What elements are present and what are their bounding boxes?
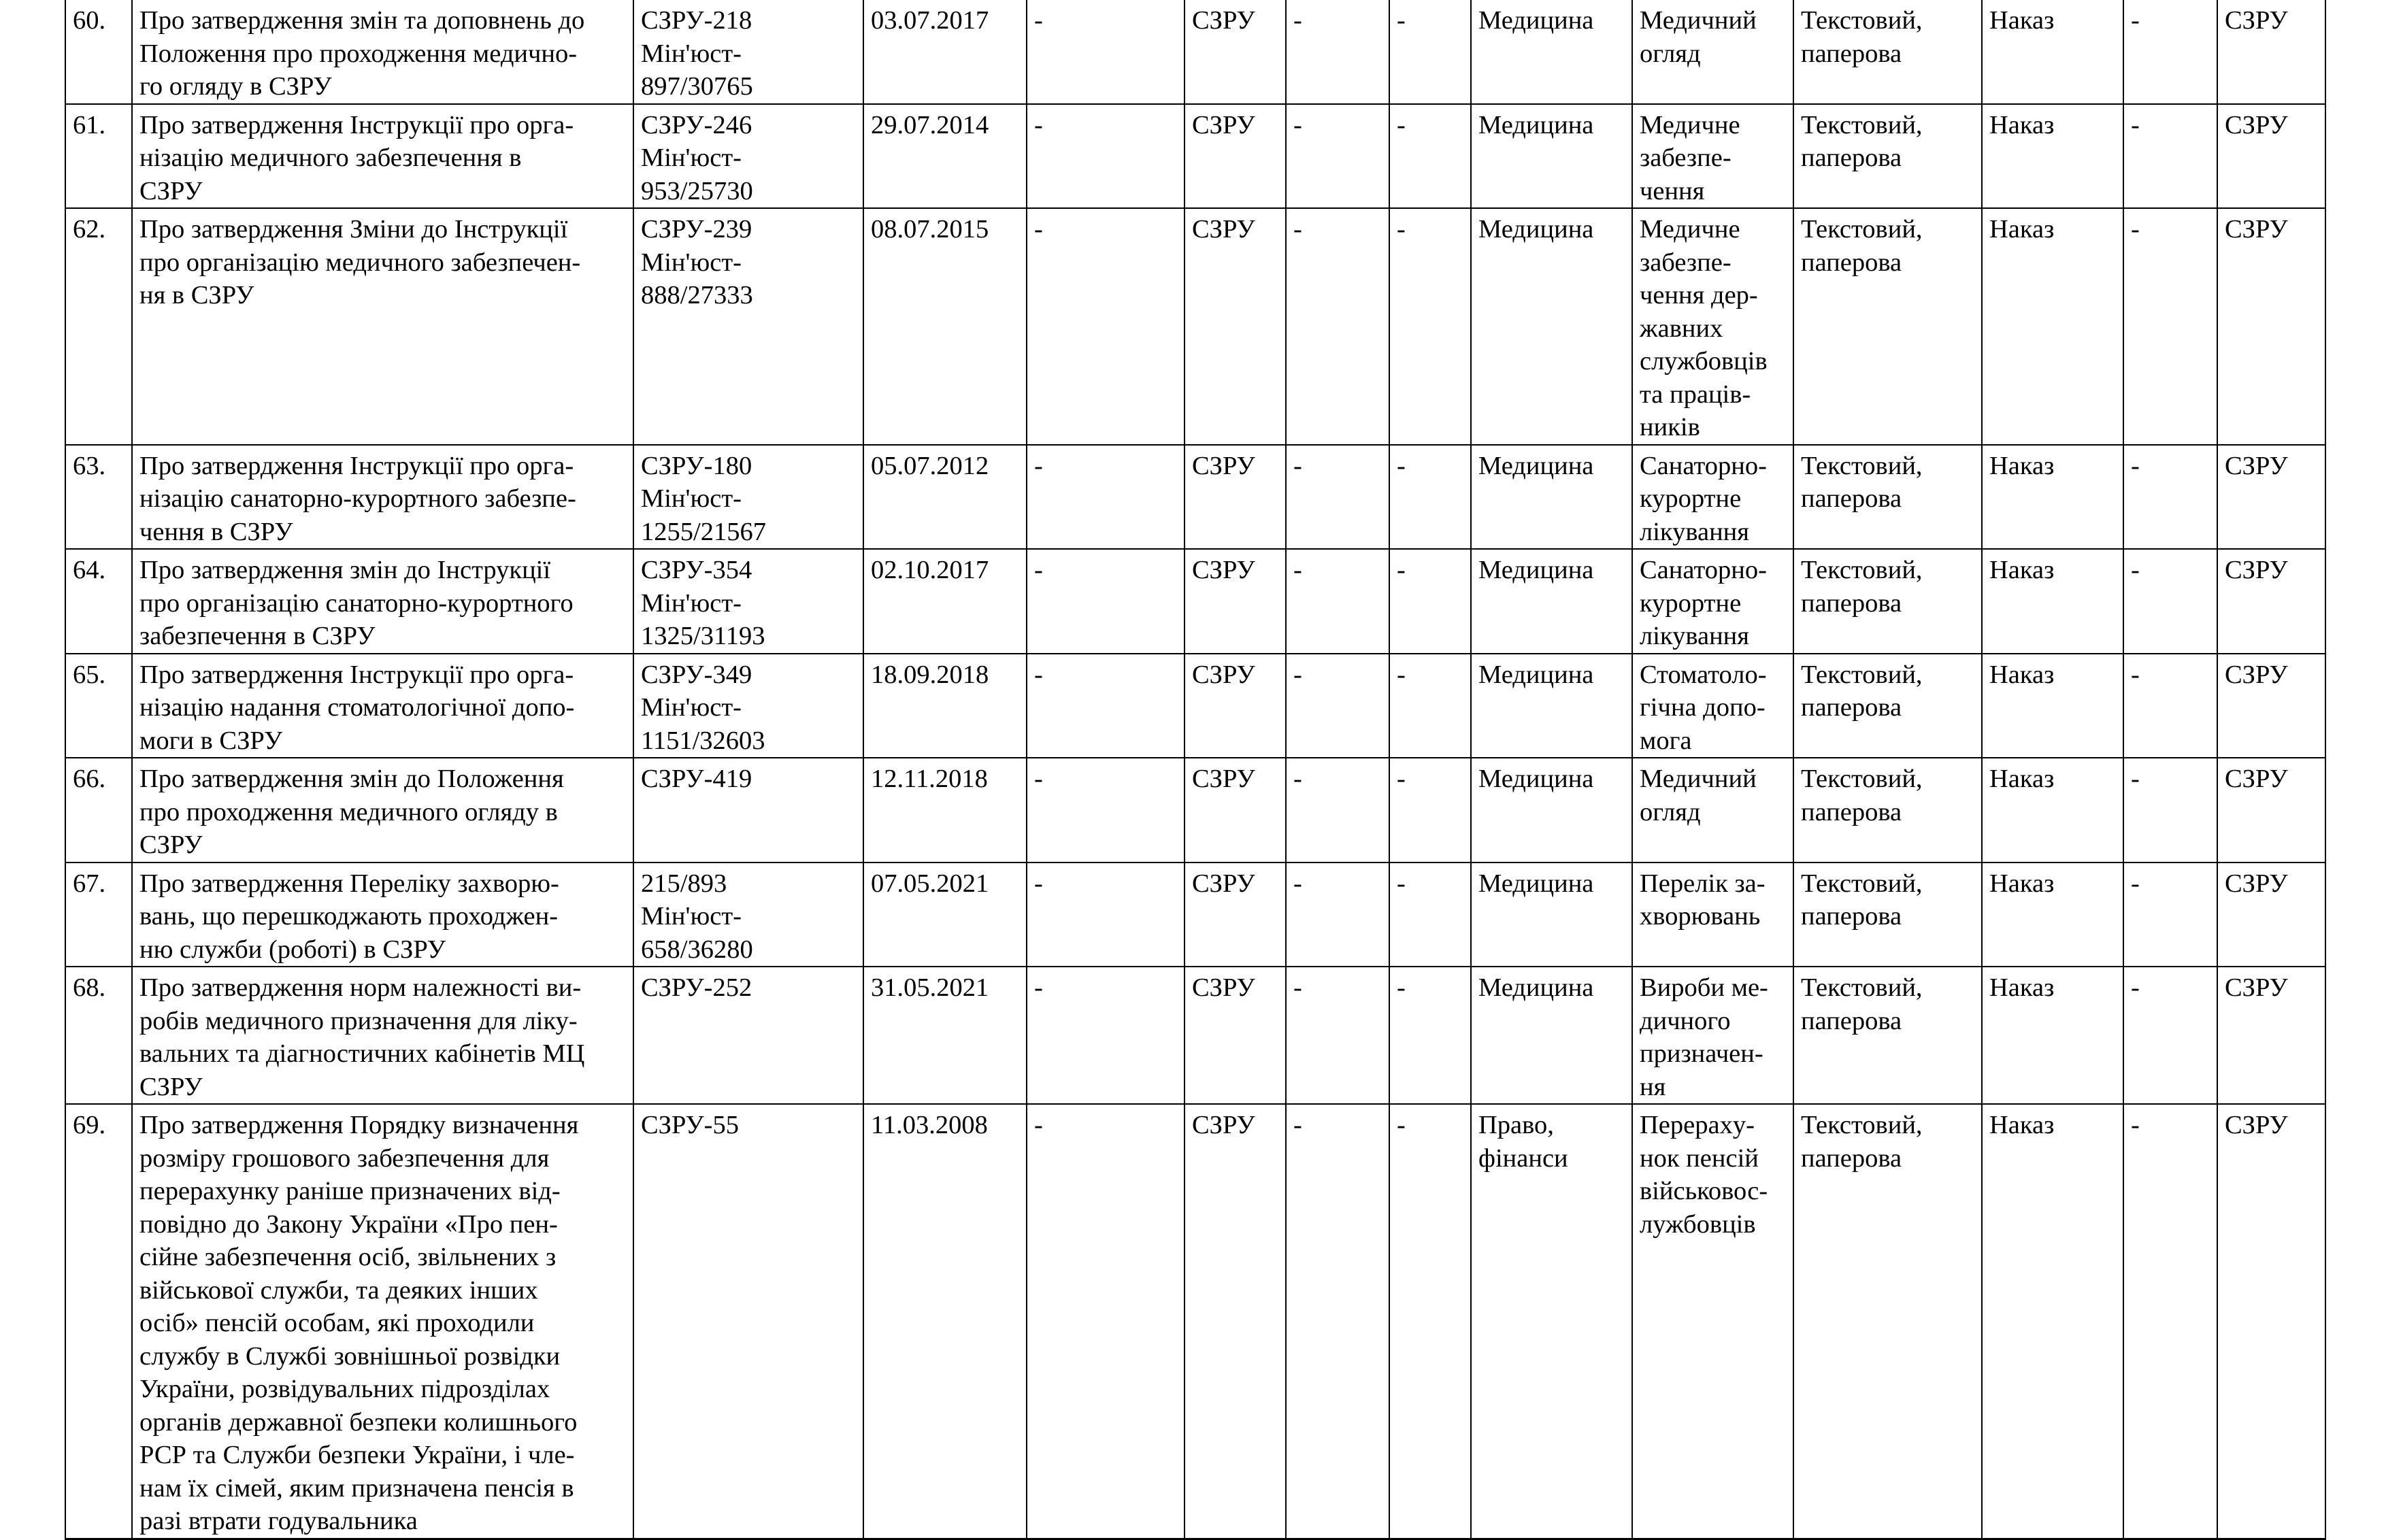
empty-cell-cell: - — [2123, 1104, 2217, 1539]
field-of-activity-cell: Медицина — [1471, 758, 1632, 863]
registration-number-cell: СЗРУ-239 Мін'юст- 888/27333 — [633, 208, 863, 445]
table-row — [65, 445, 2325, 550]
empty-cell-cell: - — [2123, 654, 2217, 758]
issuer-cell: СЗРУ — [1184, 0, 1286, 104]
document-title-cell: Про затвердження Інструкції про орга- нізацію надання стоматологічної допо- моги в СЗРУ — [132, 654, 633, 758]
field-of-activity-cell: Медицина — [1471, 0, 1632, 104]
media-type-cell: Текстовий, паперова — [1793, 0, 1982, 104]
empty-cell-cell: - — [1286, 549, 1389, 654]
document-date-cell: 07.05.2021 — [863, 863, 1027, 967]
registration-number-cell: СЗРУ-246 Мін'юст- 953/25730 — [633, 104, 863, 209]
empty-cell-cell: - — [1389, 445, 1471, 550]
document-type-cell: Наказ — [1982, 549, 2123, 654]
document-date-cell: 08.07.2015 — [863, 208, 1027, 445]
document-date-cell: 12.11.2018 — [863, 758, 1027, 863]
field-of-activity-cell: Медицина — [1471, 549, 1632, 654]
empty-cell-cell: - — [1286, 654, 1389, 758]
subject-cell: Вироби ме- дичного призначен- ня — [1632, 967, 1793, 1104]
empty-cell-cell: - — [1027, 758, 1184, 863]
table-row — [65, 549, 2325, 654]
document-type-cell: Наказ — [1982, 967, 2123, 1104]
empty-cell-cell: - — [2123, 0, 2217, 104]
empty-cell-cell: - — [1389, 1104, 1471, 1539]
document-type-cell: Наказ — [1982, 0, 2123, 104]
empty-cell-cell: - — [2123, 863, 2217, 967]
subject-cell: Медичний огляд — [1632, 758, 1793, 863]
document-type-cell: Наказ — [1982, 1104, 2123, 1539]
document-type-cell: Наказ — [1982, 104, 2123, 209]
table-row — [65, 0, 2325, 104]
document-title-cell: Про затвердження змін та доповнень до Положення про проходження медично- го огляду в СЗРУ — [132, 0, 633, 104]
table-row — [65, 967, 2325, 1104]
issuer-cell: СЗРУ — [1184, 967, 1286, 1104]
owner-cell: СЗРУ — [2217, 0, 2325, 104]
registration-number-cell: 215/893 Мін'юст- 658/36280 — [633, 863, 863, 967]
document-date-cell: 03.07.2017 — [863, 0, 1027, 104]
media-type-cell: Текстовий, паперова — [1793, 549, 1982, 654]
row-number-cell: 62. — [65, 208, 132, 445]
registration-number-cell: СЗРУ-252 — [633, 967, 863, 1104]
document-date-cell: 18.09.2018 — [863, 654, 1027, 758]
document-title-cell: Про затвердження Інструкції про орга- нізацію медичного забезпечення в СЗРУ — [132, 104, 633, 209]
registration-number-cell: СЗРУ-180 Мін'юст- 1255/21567 — [633, 445, 863, 550]
registration-number-cell: СЗРУ-55 — [633, 1104, 863, 1539]
field-of-activity-cell: Медицина — [1471, 208, 1632, 445]
subject-cell: Перерахy- нок пенсій військовос- лужбовців — [1632, 1104, 1793, 1539]
row-number-cell: 60. — [65, 0, 132, 104]
subject-cell: Медичний огляд — [1632, 0, 1793, 104]
empty-cell-cell: - — [1286, 445, 1389, 550]
table-row — [65, 104, 2325, 209]
empty-cell-cell: - — [1389, 758, 1471, 863]
document-title-cell: Про затвердження змін до Положення про проходження медичного огляду в СЗРУ — [132, 758, 633, 863]
empty-cell-cell: - — [1027, 1104, 1184, 1539]
empty-cell-cell: - — [1027, 863, 1184, 967]
row-number-cell: 68. — [65, 967, 132, 1104]
registration-number-cell: СЗРУ-218 Мін'юст- 897/30765 — [633, 0, 863, 104]
empty-cell-cell: - — [2123, 758, 2217, 863]
field-of-activity-cell: Медицина — [1471, 654, 1632, 758]
document-type-cell: Наказ — [1982, 208, 2123, 445]
subject-cell: Санаторно- курортне лікування — [1632, 445, 1793, 550]
document-title-cell: Про затвердження Порядку визначення розміру грошового забезпечення для перерахунку раніше призначених від- повідно до Закону України «Про пен- сійне забезпечення осіб, звільнених з військової служби, та деяких інших осіб» пенсій особам, які проходили службу в Службі зовнішньої розвідки України, розвідувальних підрозділах органів державної безпеки колишнього РСР та Служби безпеки України, і чле- нам їх сімей, яким призначена пенсія в разі втрати годувальника — [132, 1104, 633, 1539]
owner-cell: СЗРУ — [2217, 104, 2325, 209]
document-date-cell: 05.07.2012 — [863, 445, 1027, 550]
issuer-cell: СЗРУ — [1184, 758, 1286, 863]
empty-cell-cell: - — [1027, 654, 1184, 758]
empty-cell-cell: - — [1389, 967, 1471, 1104]
media-type-cell: Текстовий, паперова — [1793, 967, 1982, 1104]
empty-cell-cell: - — [1286, 0, 1389, 104]
empty-cell-cell: - — [1027, 549, 1184, 654]
subject-cell: Медичне забезпе- чення — [1632, 104, 1793, 209]
table-row — [65, 208, 2325, 445]
field-of-activity-cell: Медицина — [1471, 967, 1632, 1104]
field-of-activity-cell: Медицина — [1471, 863, 1632, 967]
field-of-activity-cell: Медицина — [1471, 445, 1632, 550]
row-number-cell: 63. — [65, 445, 132, 550]
document-title-cell: Про затвердження норм належності ви- робів медичного призначення для ліку- вальних та діагностичних кабінетів МЦ СЗРУ — [132, 967, 633, 1104]
empty-cell-cell: - — [2123, 549, 2217, 654]
empty-cell-cell: - — [2123, 967, 2217, 1104]
document-title-cell: Про затвердження Переліку захворю- вань, що перешкоджають проходжен- ню служби (роботі) в СЗРУ — [132, 863, 633, 967]
registration-number-cell: СЗРУ-349 Мін'юст- 1151/32603 — [633, 654, 863, 758]
document-type-cell: Наказ — [1982, 445, 2123, 550]
empty-cell-cell: - — [1027, 104, 1184, 209]
document-date-cell: 29.07.2014 — [863, 104, 1027, 209]
document-date-cell: 02.10.2017 — [863, 549, 1027, 654]
media-type-cell: Текстовий, паперова — [1793, 1104, 1982, 1539]
field-of-activity-cell: Медицина — [1471, 104, 1632, 209]
empty-cell-cell: - — [1027, 0, 1184, 104]
registration-number-cell: СЗРУ-419 — [633, 758, 863, 863]
row-number-cell: 69. — [65, 1104, 132, 1539]
registration-number-cell: СЗРУ-354 Мін'юст- 1325/31193 — [633, 549, 863, 654]
table-row — [65, 1104, 2325, 1539]
issuer-cell: СЗРУ — [1184, 863, 1286, 967]
media-type-cell: Текстовий, паперова — [1793, 654, 1982, 758]
document-date-cell: 11.03.2008 — [863, 1104, 1027, 1539]
document-title-cell: Про затвердження Зміни до Інструкції про організацію медичного забезпечен- ня в СЗРУ — [132, 208, 633, 445]
row-number-cell: 61. — [65, 104, 132, 209]
empty-cell-cell: - — [1286, 967, 1389, 1104]
table-row — [65, 758, 2325, 863]
owner-cell: СЗРУ — [2217, 549, 2325, 654]
media-type-cell: Текстовий, паперова — [1793, 445, 1982, 550]
field-of-activity-cell: Право, фінанси — [1471, 1104, 1632, 1539]
registry-table — [65, 0, 2326, 1540]
empty-cell-cell: - — [1027, 967, 1184, 1104]
subject-cell: Медичне забезпе- чення дер- жавних службовців та праців- ників — [1632, 208, 1793, 445]
issuer-cell: СЗРУ — [1184, 208, 1286, 445]
table-row — [65, 863, 2325, 967]
row-number-cell: 64. — [65, 549, 132, 654]
subject-cell: Перелік за- хворювань — [1632, 863, 1793, 967]
empty-cell-cell: - — [2123, 208, 2217, 445]
empty-cell-cell: - — [1286, 104, 1389, 209]
issuer-cell: СЗРУ — [1184, 654, 1286, 758]
empty-cell-cell: - — [1389, 549, 1471, 654]
issuer-cell: СЗРУ — [1184, 104, 1286, 209]
owner-cell: СЗРУ — [2217, 863, 2325, 967]
table-body — [65, 0, 2325, 1539]
empty-cell-cell: - — [1286, 1104, 1389, 1539]
media-type-cell: Текстовий, паперова — [1793, 758, 1982, 863]
owner-cell: СЗРУ — [2217, 208, 2325, 445]
empty-cell-cell: - — [1286, 863, 1389, 967]
document-page — [65, 0, 2325, 1540]
empty-cell-cell: - — [1389, 863, 1471, 967]
empty-cell-cell: - — [1027, 445, 1184, 550]
table-row — [65, 654, 2325, 758]
empty-cell-cell: - — [1286, 208, 1389, 445]
empty-cell-cell: - — [1389, 654, 1471, 758]
owner-cell: СЗРУ — [2217, 758, 2325, 863]
subject-cell: Санаторно- курортне лікування — [1632, 549, 1793, 654]
empty-cell-cell: - — [1027, 208, 1184, 445]
empty-cell-cell: - — [1389, 208, 1471, 445]
issuer-cell: СЗРУ — [1184, 549, 1286, 654]
document-type-cell: Наказ — [1982, 758, 2123, 863]
document-type-cell: Наказ — [1982, 654, 2123, 758]
document-date-cell: 31.05.2021 — [863, 967, 1027, 1104]
owner-cell: СЗРУ — [2217, 967, 2325, 1104]
media-type-cell: Текстовий, паперова — [1793, 863, 1982, 967]
issuer-cell: СЗРУ — [1184, 445, 1286, 550]
issuer-cell: СЗРУ — [1184, 1104, 1286, 1539]
owner-cell: СЗРУ — [2217, 654, 2325, 758]
row-number-cell: 67. — [65, 863, 132, 967]
empty-cell-cell: - — [2123, 445, 2217, 550]
media-type-cell: Текстовий, паперова — [1793, 208, 1982, 445]
media-type-cell: Текстовий, паперова — [1793, 104, 1982, 209]
document-title-cell: Про затвердження змін до Інструкції про організацію санаторно-курортного забезпечення в СЗРУ — [132, 549, 633, 654]
row-number-cell: 65. — [65, 654, 132, 758]
empty-cell-cell: - — [1389, 104, 1471, 209]
owner-cell: СЗРУ — [2217, 1104, 2325, 1539]
empty-cell-cell: - — [2123, 104, 2217, 209]
empty-cell-cell: - — [1286, 758, 1389, 863]
document-type-cell: Наказ — [1982, 863, 2123, 967]
document-title-cell: Про затвердження Інструкції про орга- нізацію санаторно-курортного забезпе- чення в СЗРУ — [132, 445, 633, 550]
subject-cell: Стоматоло- гічна допо- мога — [1632, 654, 1793, 758]
row-number-cell: 66. — [65, 758, 132, 863]
owner-cell: СЗРУ — [2217, 445, 2325, 550]
empty-cell-cell: - — [1389, 0, 1471, 104]
